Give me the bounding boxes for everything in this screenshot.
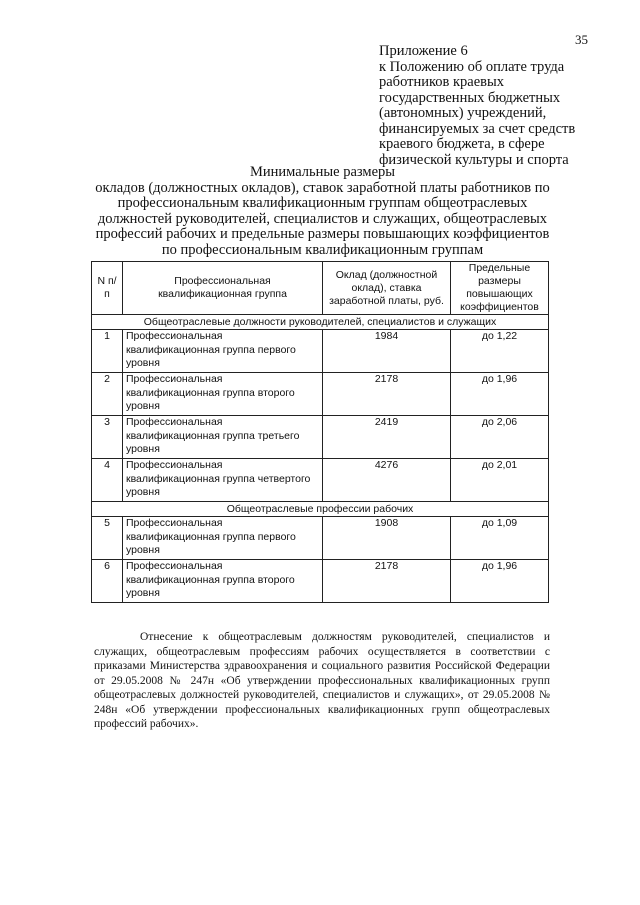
row-group: Профессиональная квалификационная группа первого уровня (123, 330, 323, 373)
section-title: Общеотраслевые должности руководителей, специалистов и служащих (92, 315, 549, 330)
row-group: Профессиональная квалификационная группа первого уровня (123, 517, 323, 560)
row-coef: до 1,22 (451, 330, 549, 373)
appendix-line: финансируемых за счет средств (379, 120, 576, 137)
row-num: 6 (92, 560, 123, 603)
row-num: 5 (92, 517, 123, 560)
row-group: Профессиональная квалификационная группа второго уровня (123, 560, 323, 603)
table-row (92, 517, 549, 560)
row-num: 4 (92, 459, 123, 502)
appendix-line: (автономных) учреждений, (379, 105, 547, 121)
header-salary: Оклад (должностной оклад), ставка заработной платы, руб. (323, 262, 451, 315)
document-title (95, 165, 550, 258)
footer-note: Отнесение к общеотраслевым должностям руководителей, специалистов и служащих, общеотраслевым профессиям рабочих осуществляется в соответствии с приказами Министерства здравоохранения и социального развития Российской Федерации от 29.05.2008 № 247н «Об утверждении профессиональных квалификационных групп общеотраслевых должностей руководителей, специалистов и служащих», от 29.05.2008 № 248н «Об утверждении профессиональных квалификационных групп общеотраслевых профессий рабочих». (94, 631, 550, 730)
row-group: Профессиональная квалификационная группа третьего уровня (123, 416, 323, 459)
row-group: Профессиональная квалификационная группа второго уровня (123, 373, 323, 416)
row-num: 2 (92, 373, 123, 416)
table-header-row (92, 262, 549, 315)
appendix-block (379, 44, 619, 168)
section-header (92, 502, 549, 517)
header-coef: Предельные размеры повышающих коэффициентов (451, 262, 549, 315)
header-num: N п/п (92, 262, 123, 315)
row-salary: 2178 (323, 373, 451, 416)
row-salary: 1984 (323, 330, 451, 373)
table-row (92, 560, 549, 603)
table-row (92, 416, 549, 459)
title-body: окладов (должностных окладов), ставок заработной платы работников по профессиональным квалификационным группам общеотраслевых должностей руководителей, специалистов и служащих, общеотраслевых профессий рабочих и предельные размеры повышающих коэффициентов по профессиональным квалификационным группам (95, 179, 550, 258)
table-row (92, 459, 549, 502)
row-num: 3 (92, 416, 123, 459)
appendix-line: краевого бюджета, в сфере (379, 136, 545, 152)
row-coef: до 1,09 (451, 517, 549, 560)
row-salary: 1908 (323, 517, 451, 560)
appendix-line: работников краевых (379, 74, 505, 90)
header-group: Профессиональная квалификационная группа (123, 262, 323, 315)
row-group: Профессиональная квалификационная группа четвертого уровня (123, 459, 323, 502)
table-row (92, 330, 549, 373)
row-salary: 2419 (323, 416, 451, 459)
row-coef: до 2,01 (451, 459, 549, 502)
section-header (92, 315, 549, 330)
appendix-line: физической культуры и спорта (379, 151, 569, 168)
appendix-line: Приложение 6 (379, 43, 468, 59)
row-coef: до 1,96 (451, 373, 549, 416)
row-coef: до 2,06 (451, 416, 549, 459)
row-salary: 4276 (323, 459, 451, 502)
page-number: 35 (575, 32, 588, 47)
appendix-line: к Положению об оплате труда (379, 58, 565, 75)
row-coef: до 1,96 (451, 560, 549, 603)
row-num: 1 (92, 330, 123, 373)
appendix-line: государственных бюджетных (379, 89, 561, 106)
table-row (92, 373, 549, 416)
section-title: Общеотраслевые профессии рабочих (92, 502, 549, 517)
title-heading: Минимальные размеры (249, 164, 396, 180)
row-salary: 2178 (323, 560, 451, 603)
salary-table (91, 261, 549, 603)
